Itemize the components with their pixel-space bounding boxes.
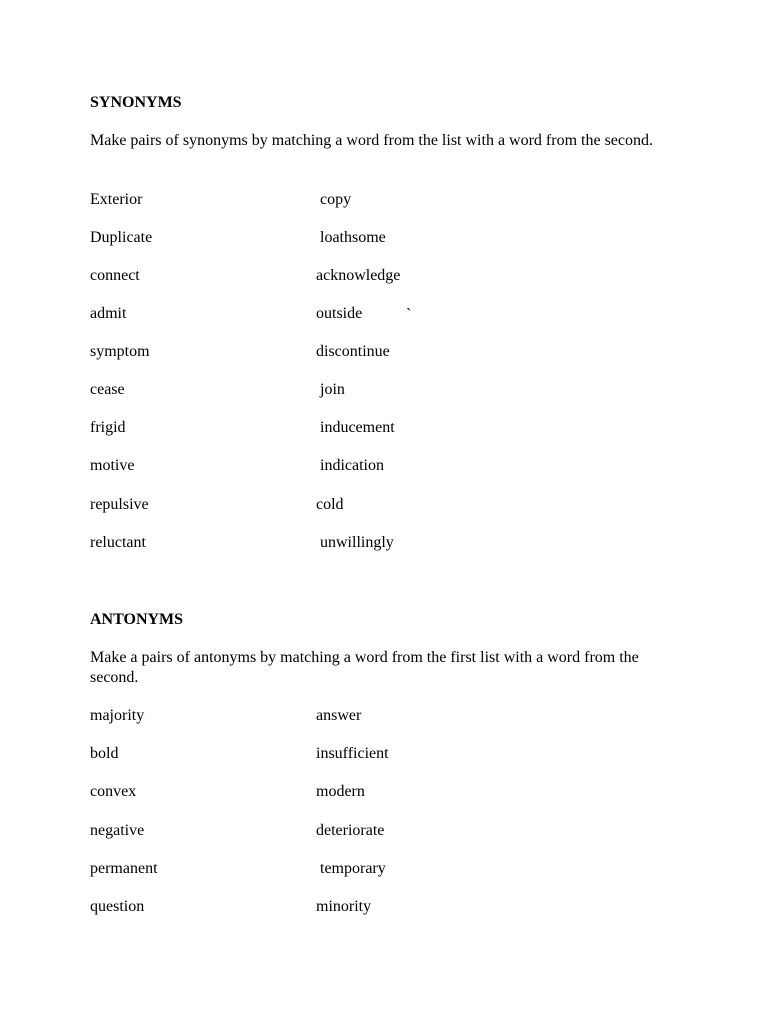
synonym-right-word: loathsome xyxy=(320,229,386,246)
synonym-right-word: indication xyxy=(320,457,384,474)
antonym-pair-row xyxy=(90,744,690,764)
antonym-left-word: bold xyxy=(90,745,119,762)
synonym-left-word: repulsive xyxy=(90,496,149,513)
synonym-left-word: frigid xyxy=(90,419,126,436)
synonym-right-word: unwillingly xyxy=(320,534,394,551)
synonym-pair-row xyxy=(90,495,690,515)
antonym-left-word: permanent xyxy=(90,860,158,877)
synonym-right-word: discontinue xyxy=(316,343,390,360)
synonym-left-word: reluctant xyxy=(90,534,146,551)
antonym-left-word: majority xyxy=(90,707,145,724)
antonym-right-word: deteriorate xyxy=(316,822,385,839)
antonym-right-word: minority xyxy=(316,898,372,915)
antonyms-heading: ANTONYMS xyxy=(90,611,184,628)
synonym-pair-row xyxy=(90,266,690,286)
synonyms-instructions: Make pairs of synonyms by matching a word from the list with a word from the second. xyxy=(90,132,653,149)
antonym-right-word: temporary xyxy=(320,860,386,877)
synonym-left-word: cease xyxy=(90,381,125,398)
synonym-right-word: acknowledge xyxy=(316,267,401,284)
synonym-pair-row xyxy=(90,533,690,553)
antonym-right-word: answer xyxy=(316,707,362,724)
synonym-pair-row xyxy=(90,342,690,362)
synonym-left-word: Duplicate xyxy=(90,229,153,246)
synonym-pair-row xyxy=(90,304,690,324)
synonym-left-word: admit xyxy=(90,305,127,322)
antonyms-instructions: Make a pairs of antonyms by matching a word from the first list with a word from the second. xyxy=(90,649,639,686)
antonym-left-word: question xyxy=(90,898,145,915)
synonym-right-word: outside xyxy=(316,305,363,322)
synonym-pair-row xyxy=(90,456,690,476)
antonym-pair-row xyxy=(90,821,690,841)
antonym-pair-row xyxy=(90,706,690,726)
synonym-left-word: symptom xyxy=(90,343,150,360)
stray-backtick-mark: ` xyxy=(406,306,412,323)
synonym-right-word: copy xyxy=(320,191,352,208)
synonym-right-word: join xyxy=(320,381,345,398)
antonym-pair-row xyxy=(90,782,690,802)
synonym-right-word: inducement xyxy=(320,419,395,436)
antonym-left-word: negative xyxy=(90,822,145,839)
synonym-left-word: Exterior xyxy=(90,191,143,208)
antonym-right-word: modern xyxy=(316,783,365,800)
synonym-left-word: connect xyxy=(90,267,140,284)
antonym-pair-row xyxy=(90,897,690,917)
antonym-right-word: insufficient xyxy=(316,745,389,762)
synonym-pair-row xyxy=(90,190,690,210)
synonyms-heading: SYNONYMS xyxy=(90,94,182,111)
synonym-left-word: motive xyxy=(90,457,135,474)
synonym-right-word: cold xyxy=(316,496,344,513)
synonym-pair-row xyxy=(90,418,690,438)
antonym-pair-row xyxy=(90,859,690,879)
antonym-left-word: convex xyxy=(90,783,137,800)
synonym-pair-row xyxy=(90,228,690,248)
synonym-pair-row xyxy=(90,380,690,400)
